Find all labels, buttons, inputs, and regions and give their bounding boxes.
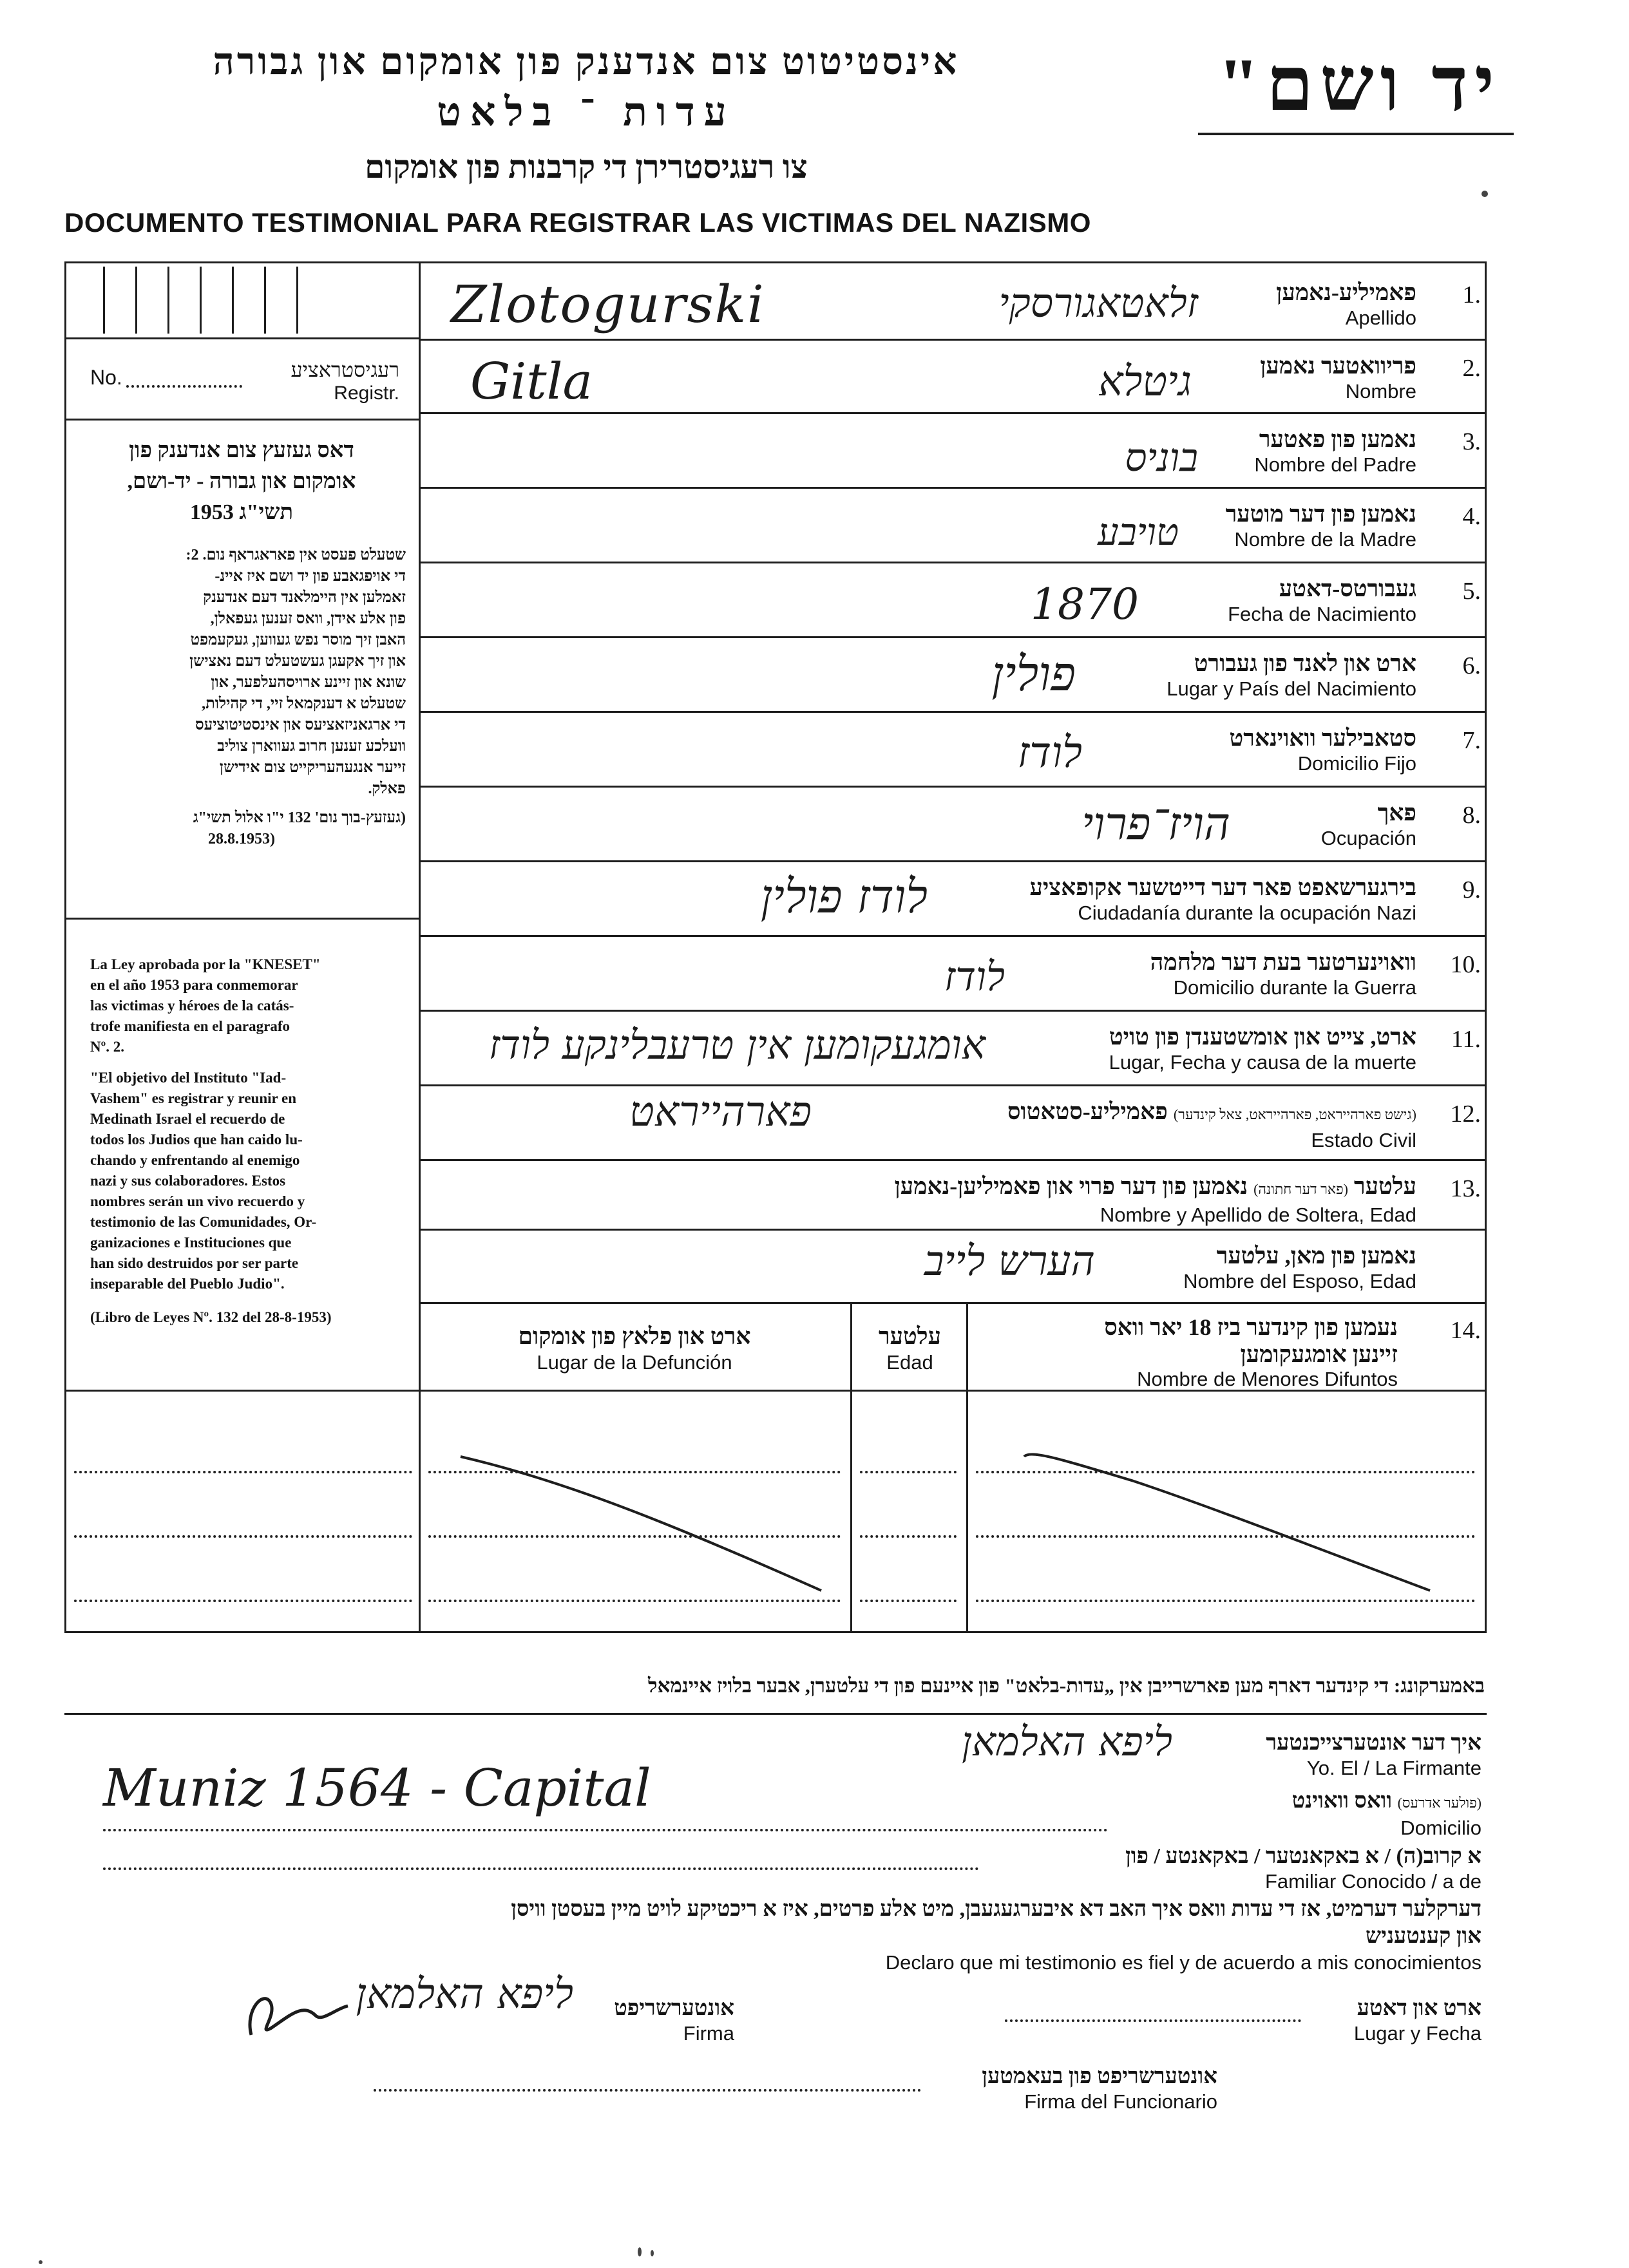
field-label-spanish: Nombre del Esposo, Edad (1183, 1270, 1416, 1292)
field-label-spanish: Estado Civil (1311, 1129, 1416, 1151)
children-col-names-yiddish: נעמען פון קינדער ביז 18 יאר וואס (1104, 1314, 1398, 1340)
field-label-spanish: Nombre (1345, 380, 1416, 402)
domicilio-value[interactable]: Muniz 1564 - Capital (103, 1758, 651, 1818)
field-label-yiddish: ארט און לאנד פון געבורט (1194, 650, 1416, 676)
field-ciudadania-value[interactable]: לודז פולין (760, 869, 928, 923)
field-number: 6. (1462, 652, 1481, 679)
field-label-yiddish: געבורטס-דאטע (1279, 576, 1416, 601)
lugar-fecha-label-spanish: Lugar y Fecha (1353, 2022, 1481, 2045)
firma-label (567, 1995, 734, 2045)
field-nombre-value[interactable]: Gitla (470, 353, 593, 411)
signer-label (1159, 1730, 1481, 1780)
children-col-lugar-spanish: Lugar de la Defunción (537, 1351, 732, 1374)
law-spanish-line: nombres serán un vivo recuerdo y (90, 1193, 305, 1209)
law-body-line: שונא און זיינע ארויסהעלפער, און (211, 674, 406, 691)
children-col-names-yiddish-2: זיינען אומגעקומען (1240, 1341, 1398, 1367)
field-number: 4. (1462, 503, 1481, 530)
field-number: 10. (1450, 951, 1481, 978)
field-domicilio-fijo-value[interactable]: לודז (1017, 728, 1082, 777)
law-body-line: די אויפגאבע פון יד ושם איז איינ- (214, 568, 406, 585)
registr-label: Registr. (334, 383, 399, 404)
law-body-line: וועלכע זענען חרוב געווארן צוליב (217, 738, 406, 755)
field-label-spanish: Nombre del Padre (1254, 453, 1416, 476)
law-body-line: זאמלען אין היימלאנד דעם אנדענק (203, 589, 406, 606)
law-spanish-line: chando y enfrentando al enemigo (90, 1152, 300, 1168)
field-number: 8. (1462, 802, 1481, 829)
declaration-spanish: Declaro que mi testimonio es fiel y de acuerdo a mis conocimientos (885, 1951, 1481, 1974)
field-label-spanish: Fecha de Nacimiento (1228, 603, 1416, 625)
familiar-label-yiddish: א קרוב(ה) / א באקאנטער / באקאנטע / פון (1125, 1844, 1481, 1868)
strike-line (1024, 1454, 1430, 1591)
field-domicilio-guerra-value[interactable]: לודז (944, 953, 1005, 1000)
registr-yiddish: רעגיסטראציע (291, 358, 399, 381)
signature-flourish (225, 1977, 354, 2048)
funcionario-dots[interactable] (374, 2089, 921, 2092)
law-reference: (געזעץ-בוך נום' 132 י"ו אלול תשי"ג (193, 809, 406, 826)
law-spanish-line: testimonio de las Comunidades, Or- (90, 1214, 317, 1230)
lugar-fecha-label (1301, 1995, 1481, 2045)
children-note: באמערקונג: די קינדער דארף מען פארשרייבן אין „עדות-בלאט" פון איינעם פון די עלטערן, אבער בלויז איינמאל (648, 1674, 1485, 1697)
law-spanish-line: Medinath Israel el recuerdo de (90, 1111, 285, 1127)
field-number: 12. (1450, 1101, 1481, 1128)
field-label-yiddish: פאמיליע-נאמען (1276, 279, 1416, 305)
field-estado-civil-value[interactable]: פארהייראט (629, 1088, 812, 1136)
law-spanish-line: han sido destruidos por ser parte (90, 1255, 299, 1271)
field-label-spanish: Nombre y Apellido de Soltera, Edad (1100, 1204, 1416, 1226)
field-esposo-value[interactable]: הערש לייב (924, 1238, 1095, 1285)
scan-speckle (638, 2247, 642, 2256)
field-label-spanish: Ciudadanía durante la ocupación Nazi (1078, 902, 1416, 924)
law-spanish-line: nazi y sus colaboradores. Estos (90, 1173, 286, 1189)
field-label-spanish: Lugar, Fecha y causa de la muerte (1109, 1051, 1416, 1073)
signer-label-yiddish: איך דער אונטערצייכנטער (1266, 1731, 1481, 1755)
law-body-line: די ארגאניזאציעס און אינסטיטוציעס (195, 717, 406, 733)
familiar-label (902, 1843, 1481, 1893)
field-label-note: (גישט פארהייראט, פארהייראט, צאל קינדער) (1173, 1106, 1416, 1122)
yad-vashem-logo: יד ושם" (1217, 43, 1501, 127)
signer-label-spanish: Yo. El / La Firmante (1306, 1757, 1481, 1779)
familiar-label-spanish: Familiar Conocido / a de (1265, 1870, 1481, 1893)
lugar-fecha-label-yiddish: ארט און דאטע (1357, 1996, 1481, 2020)
field-number: 1. (1462, 281, 1481, 308)
signer-value[interactable]: ליפא האלמאן (962, 1718, 1172, 1765)
field-label-yiddish: בירגערשאפט פאר דער דייטשער אקופאציע (1029, 874, 1416, 900)
lugar-fecha-dots[interactable] (1005, 2019, 1301, 2022)
header-line-1: אינסטיטוט צום אנדענק פון אומקום און גבורה (213, 41, 960, 82)
law-body-line: שטעלט א דענקמאל זיי, די קהילות, (202, 695, 406, 712)
firma-label-yiddish: אונטערשריפט (614, 1996, 734, 2020)
field-label-spanish: Domicilio Fijo (1297, 752, 1416, 775)
law-body-line: און זיך אקעגן געשטעלט דעם נאצישן (189, 653, 406, 670)
field-ocupacion-value[interactable]: הויז־פרוי (1081, 797, 1230, 850)
domicilio-label-yiddish-text: וואס וואוינט (1291, 1789, 1393, 1813)
field-number: 9. (1462, 876, 1481, 903)
field-label-note: (פאר דער חתונה) (1253, 1181, 1348, 1197)
familiar-dots[interactable] (103, 1867, 979, 1870)
law-spanish-line: todos los Judios que han caido lu- (90, 1131, 303, 1148)
children-col-edad-yiddish: עלטער (878, 1323, 941, 1349)
field-number: 13. (1450, 1175, 1481, 1202)
field-number: 7. (1462, 727, 1481, 754)
field-padre-value[interactable]: בוניס (1125, 435, 1198, 480)
field-label-spanish: Lugar y País del Nacimiento (1167, 677, 1416, 700)
law-spanish-reference: (Libro de Leyes Nº. 132 del 28-8-1953) (90, 1309, 332, 1325)
field-number: 14. (1450, 1317, 1481, 1344)
firma-label-spanish: Firma (683, 2022, 734, 2045)
header-line-3: צו רעגיסטרירן די קרבנות פון אומקום (365, 149, 808, 185)
law-spanish-line: en el año 1953 para conmemorar (90, 977, 298, 993)
law-spanish-line: La Ley aprobada por la "KNESET" (90, 956, 321, 972)
law-spanish-line: Nº. 2. (90, 1039, 124, 1055)
law-spanish-line: ganizaciones e Instituciones que (90, 1234, 292, 1251)
children-col-edad-spanish: Edad (886, 1351, 933, 1374)
declaration (90, 1896, 1481, 1976)
law-heading-line: אומקום און גבורה - יד-ושם, (127, 469, 356, 493)
scan-speckle (39, 2260, 43, 2264)
domicilio-dots[interactable] (103, 1829, 1108, 1831)
header-line-2: עדות ־ בלאט (437, 91, 736, 135)
field-number: 2. (1462, 355, 1481, 382)
funcionario-label-yiddish: אונטערשריפט פון בעאמטען (982, 2065, 1217, 2088)
law-heading-line: דאס געזעץ צום אנדענק פון (129, 439, 354, 462)
field-label-spanish: Ocupación (1320, 827, 1416, 849)
law-heading-line: תשי"ג 1953 (189, 500, 294, 524)
children-col-names-spanish: Nombre de Menores Difuntos (1137, 1368, 1398, 1390)
field-label-spanish: Apellido (1345, 307, 1416, 329)
law-body-line: פאלק. (368, 780, 406, 797)
field-nombre-value-hebrew[interactable]: גיטלא (1098, 358, 1192, 406)
field-label-yiddish: וואוינערטער בעת דער מלחמה (1150, 949, 1416, 975)
funcionario-label-spanish: Firma del Funcionario (1024, 2090, 1217, 2113)
field-label-yiddish: נאמען פון פאטער (1259, 426, 1416, 452)
law-reference-date: (28.8.1953 (208, 831, 275, 847)
field-apellido-value[interactable]: Zlotogurski (451, 274, 765, 334)
law-spanish-line: "El objetivo del Instituto "Iad- (90, 1070, 287, 1086)
note-rule (64, 1713, 1487, 1715)
field-label-yiddish: ארט, צייט און אומשטענדן פון טויט (1109, 1024, 1416, 1050)
firma-value[interactable]: ליפא האלמאן (356, 1970, 573, 2018)
domicilio-label-spanish: Domicilio (1400, 1817, 1481, 1839)
no-label: No. (90, 366, 122, 389)
field-madre-value[interactable]: טויבע (1098, 510, 1179, 554)
field-apellido-value-hebrew[interactable]: זלאטאגורסקי (998, 279, 1198, 326)
strike-line (461, 1457, 821, 1591)
law-spanish-line: trofe manifiesta en el paragrafo (90, 1018, 290, 1034)
field-label-yiddish-text: פאמיליע-סטאטוס (1007, 1099, 1168, 1124)
law-body-line: האבן זיך מוסר נפש געווען, געקעמפט (190, 632, 406, 648)
law-spanish-line: Vashem" es registrar y reunir en (90, 1090, 297, 1106)
field-label-spanish: Nombre de la Madre (1234, 528, 1416, 551)
field-number: 11. (1451, 1026, 1481, 1053)
field-nacimiento-value[interactable]: 1870 (1031, 580, 1139, 629)
law-body-line: שטעלט פעסט אין פאראגראף נום. 2: (186, 547, 406, 563)
field-number: 3. (1462, 428, 1481, 455)
domicilio-label (1134, 1788, 1481, 1840)
children-col-lugar-yiddish: ארט און פלאץ פון אומקום (518, 1323, 751, 1349)
field-label-yiddish: נאמען פון מאן, עלטער (1216, 1243, 1416, 1269)
law-body-line: פון אלע אידן, וואס זענען געפאלן, (210, 610, 406, 627)
domicilio-label-note: (פולער אדרעס) (1397, 1795, 1481, 1811)
field-label-yiddish: נאמען פון דער מוטער (1225, 501, 1416, 527)
law-body-line: זייער אנגעהעריקייט צום אידישן (219, 759, 406, 776)
law-spanish-line: inseparable del Pueblo Judio". (90, 1276, 285, 1292)
spanish-title: DOCUMENTO TESTIMONIAL PARA REGISTRAR LAS VICTIMAS DEL NAZISMO (64, 207, 1091, 238)
law-spanish-line: las victimas y héroes de la catás- (90, 997, 294, 1014)
domicilio-label-yiddish (1134, 1788, 1481, 1817)
field-muerte-value[interactable]: אומגעקומען אין טרעבלינקע לודז (488, 1021, 986, 1068)
declaration-yiddish: דערקלער דערמיט, אז די עדות וואס איך האב דא איבערגעגעבן, מיט אלע פרטים, איז א ריכטיקע לויט מיין בעסטן וויסן (511, 1897, 1481, 1921)
declaration-yiddish-2: און קענטעניש (1365, 1924, 1481, 1948)
funcionario-label (915, 2063, 1217, 2113)
signature-stroke (250, 1999, 348, 2035)
field-lugar-nacimiento-value[interactable]: פולין (991, 647, 1076, 702)
field-number: 5. (1462, 578, 1481, 605)
field-label-yiddish: פאך (1377, 800, 1416, 826)
field-label-yiddish: פריוואטער נאמען (1260, 353, 1416, 379)
scan-speckle (651, 2250, 654, 2256)
field-label-yiddish: סטאבילער וואוינארט (1229, 725, 1416, 751)
field-label-yiddish-text: נאמען פון דער פרוי און פאמיליען-נאמען (894, 1173, 1248, 1199)
field-label-tail: עלטער (1353, 1173, 1416, 1199)
field-label-spanish: Domicilio durante la Guerra (1173, 976, 1416, 999)
